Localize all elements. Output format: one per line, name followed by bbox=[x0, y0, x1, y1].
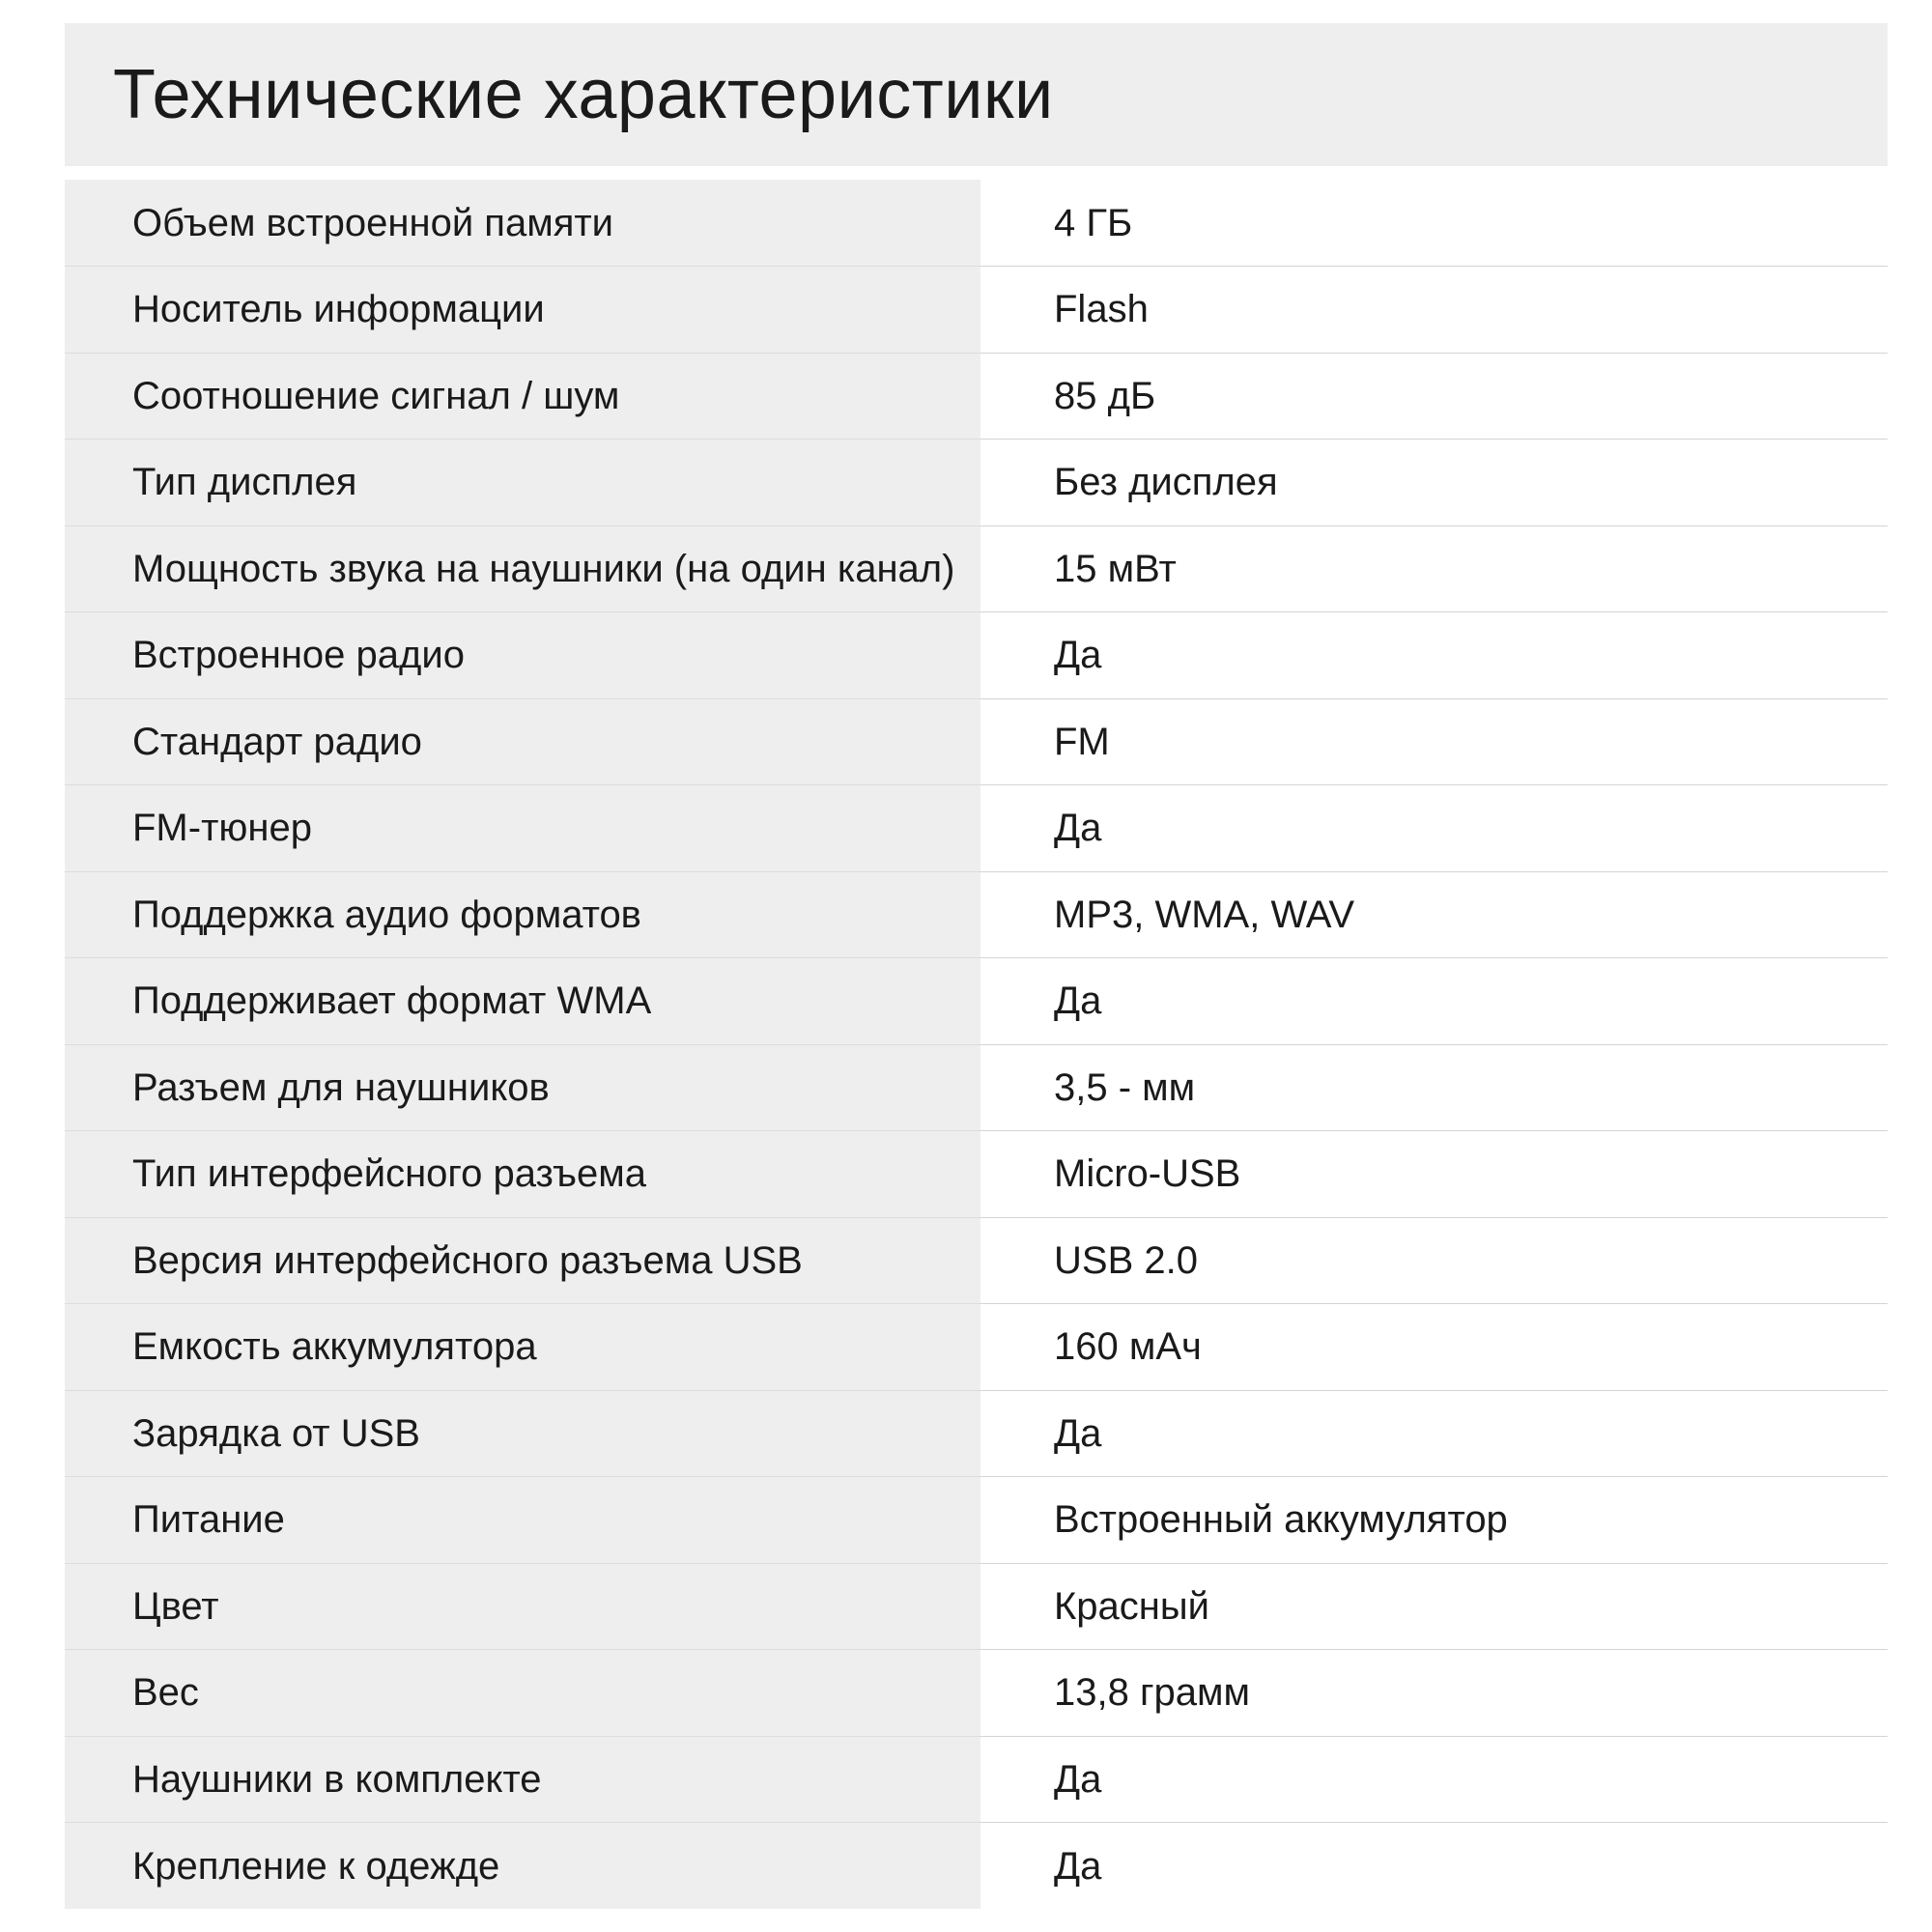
title-bar bbox=[65, 23, 1888, 166]
spec-value: 160 мАч bbox=[980, 1304, 1888, 1391]
spec-value: 85 дБ bbox=[980, 353, 1888, 440]
spec-value: MP3, WMA, WAV bbox=[980, 871, 1888, 958]
spec-name: Тип интерфейсного разъема bbox=[65, 1131, 980, 1218]
spec-row bbox=[65, 526, 1888, 612]
spec-name: Соотношение сигнал / шум bbox=[65, 353, 980, 440]
spec-value: Красный bbox=[980, 1563, 1888, 1650]
spec-name: FM-тюнер bbox=[65, 785, 980, 872]
spec-name: Мощность звука на наушники (на один канал) bbox=[65, 526, 980, 612]
spec-value: FM bbox=[980, 698, 1888, 785]
spec-row bbox=[65, 1823, 1888, 1910]
spec-row bbox=[65, 1563, 1888, 1650]
spec-value: Да bbox=[980, 1390, 1888, 1477]
spec-row bbox=[65, 440, 1888, 526]
spec-row bbox=[65, 1217, 1888, 1304]
spec-name: Версия интерфейсного разъема USB bbox=[65, 1217, 980, 1304]
spec-sheet bbox=[65, 23, 1888, 1909]
spec-row bbox=[65, 612, 1888, 699]
spec-row bbox=[65, 785, 1888, 872]
spec-row bbox=[65, 1044, 1888, 1131]
spec-name: Поддерживает формат WMA bbox=[65, 958, 980, 1045]
spec-name: Емкость аккумулятора bbox=[65, 1304, 980, 1391]
spec-row bbox=[65, 1477, 1888, 1564]
spec-name: Вес bbox=[65, 1650, 980, 1737]
spec-table bbox=[65, 180, 1888, 1909]
spec-row bbox=[65, 958, 1888, 1045]
spec-value: 15 мВт bbox=[980, 526, 1888, 612]
spec-row bbox=[65, 1390, 1888, 1477]
spec-row bbox=[65, 353, 1888, 440]
spec-name: Поддержка аудио форматов bbox=[65, 871, 980, 958]
spec-name: Носитель информации bbox=[65, 267, 980, 354]
spec-value: Без дисплея bbox=[980, 440, 1888, 526]
spec-row bbox=[65, 1131, 1888, 1218]
spec-value: Micro-USB bbox=[980, 1131, 1888, 1218]
spec-name: Наушники в комплекте bbox=[65, 1736, 980, 1823]
spec-value: Да bbox=[980, 1823, 1888, 1910]
spec-value: 13,8 грамм bbox=[980, 1650, 1888, 1737]
spec-value: USB 2.0 bbox=[980, 1217, 1888, 1304]
spec-name: Встроенное радио bbox=[65, 612, 980, 699]
spec-value: 4 ГБ bbox=[980, 180, 1888, 267]
spec-row bbox=[65, 180, 1888, 267]
spec-value: Да bbox=[980, 1736, 1888, 1823]
spec-row bbox=[65, 871, 1888, 958]
spec-name: Стандарт радио bbox=[65, 698, 980, 785]
spec-value: Да bbox=[980, 785, 1888, 872]
spec-row bbox=[65, 1736, 1888, 1823]
spec-name: Крепление к одежде bbox=[65, 1823, 980, 1910]
spec-name: Тип дисплея bbox=[65, 440, 980, 526]
page-title: Технические характеристики bbox=[113, 56, 1054, 133]
spec-value: Встроенный аккумулятор bbox=[980, 1477, 1888, 1564]
spec-value: Да bbox=[980, 612, 1888, 699]
spec-row bbox=[65, 267, 1888, 354]
spec-name: Разъем для наушников bbox=[65, 1044, 980, 1131]
spec-row bbox=[65, 698, 1888, 785]
spec-name: Питание bbox=[65, 1477, 980, 1564]
spec-row bbox=[65, 1304, 1888, 1391]
spec-row bbox=[65, 1650, 1888, 1737]
spec-value: Да bbox=[980, 958, 1888, 1045]
spec-name: Объем встроенной памяти bbox=[65, 180, 980, 267]
spec-name: Цвет bbox=[65, 1563, 980, 1650]
spec-name: Зарядка от USB bbox=[65, 1390, 980, 1477]
spec-value: 3,5 - мм bbox=[980, 1044, 1888, 1131]
spec-value: Flash bbox=[980, 267, 1888, 354]
